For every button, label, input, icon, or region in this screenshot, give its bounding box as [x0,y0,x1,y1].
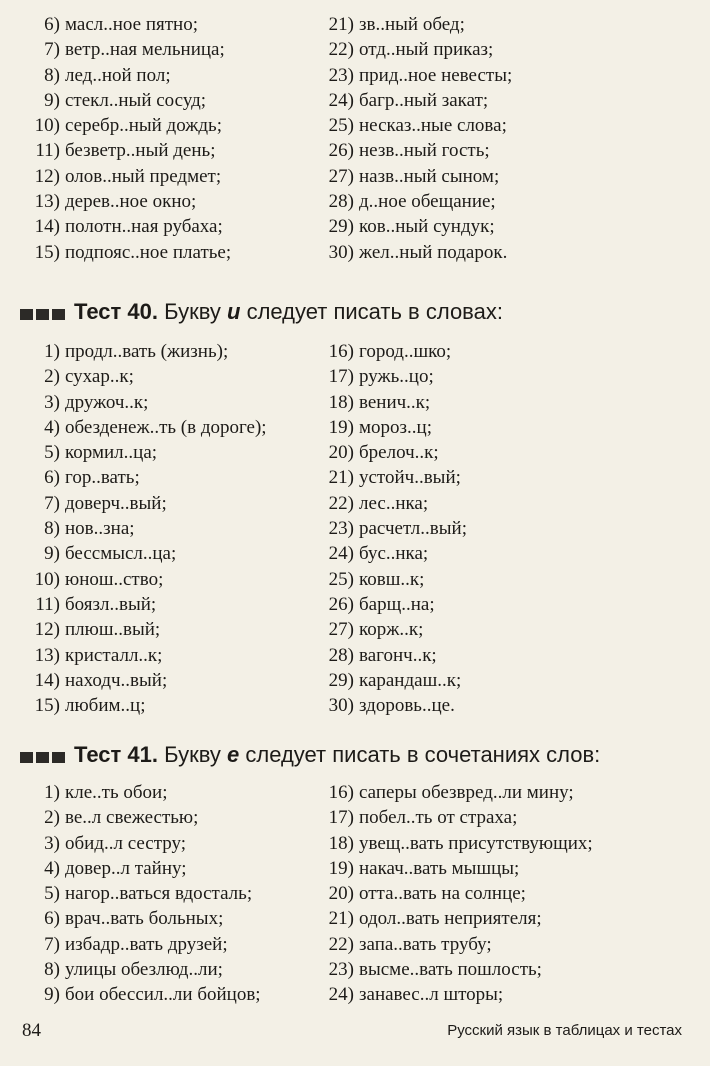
list-item: 7) ветр..ная мельница; [44,39,225,61]
list-item: 18) венич..к; [328,391,431,413]
list-item: 1) кле..ть обои; [44,782,168,803]
list-item: 22) лес..нка; [328,492,429,514]
list-item: 11) безветр..ный день; [35,140,216,162]
list-item: 27) корж..к; [328,619,424,641]
list-item: 15) любим..ц; [34,695,146,717]
list-item: 30) здоровь..це. [328,695,455,717]
list-item: 9) бессмысл..ца; [44,543,177,565]
list-item: 7) доверч..вый; [44,492,167,514]
list-item: 1) продл..вать (жизнь); [44,341,229,362]
list-item: 29) карандаш..к; [328,669,462,691]
list-item: 2) ве..л свежестью; [44,807,199,829]
left-column [0,12,231,265]
list-item: 17) побел..ть от страха; [328,807,518,829]
list-item: 24) бус..нка; [328,543,429,565]
list-item: 7) избадр..вать друзей; [44,933,228,955]
list-item: 26) барщ..на; [328,593,435,615]
list-item: 22) запа..вать трубу; [328,933,492,955]
list-item: 9) стекл..ный сосуд; [44,89,207,111]
list-item: 6) масл..ное пятно; [44,14,198,35]
list-item: 11) боязл..вый; [35,593,157,615]
list-item: 25) ковш..к; [328,568,425,590]
left-column [0,780,261,1008]
page-number: 84 [22,1020,41,1041]
list-item: 9) бои обессил..ли бойцов; [44,984,261,1006]
list-item: 17) ружь..цо; [328,366,434,388]
list-item: 12) олов..ный предмет; [34,165,222,187]
list-item: 20) брелоч..к; [328,442,439,464]
list-item: 14) полотн..ная рубаха; [34,216,223,238]
list-item: 19) мороз..ц; [328,416,432,438]
left-column [0,339,267,718]
list-item: 3) обид..л сестру; [44,832,187,854]
target-letter: и [227,299,241,324]
list-item: 10) юнош..ство; [34,568,164,590]
list-item: 5) нагор..ваться вдосталь; [44,883,253,905]
list-item: 2) сухар..к; [44,366,134,388]
list-item: 8) нов..зна; [44,518,135,540]
list-item: 23) высме..вать пошлость; [328,959,542,981]
list-item: 4) обезденеж..ть (в дороге); [44,416,267,438]
list-item: 30) жел..ный подарок. [328,241,508,263]
test-41-heading: Тест 41. Букву е следует писать в сочетаниях слов: [20,740,600,771]
list-item: 8) улицы обезлюд..ли; [44,959,223,981]
list-item: 13) кристалл..к; [34,644,163,666]
list-item: 21) зв..ный обед; [328,14,465,35]
test-number: Тест 41. [74,742,158,767]
list-item: 23) расчетл..вый; [328,518,467,540]
list-item: 21) одол..вать неприятеля; [328,908,542,930]
right-column [325,339,467,718]
list-item: 16) город..шко; [328,341,452,362]
list-item: 6) гор..вать; [44,467,140,489]
list-item: 8) лед..ной пол; [44,64,171,86]
book-title: Русский язык в таблицах и тестах [447,1022,682,1039]
list-item: 28) д..ное обещание; [328,191,496,213]
list-item: 18) увещ..вать присутствующих; [328,832,593,854]
list-item: 5) кормил..ца; [44,442,158,464]
list-item: 12) плюш..вый; [34,619,161,641]
right-column [325,12,512,265]
bullet-squares-icon [20,298,68,328]
list-item: 16) саперы обезвред..ли мину; [328,782,574,803]
list-item: 28) вагонч..к; [328,644,437,666]
list-item: 3) дружоч..к; [44,391,149,413]
list-item: 29) ков..ный сундук; [328,216,495,238]
list-item: 26) незв..ный гость; [328,140,490,162]
list-item: 15) подпояс..ное платье; [34,241,232,263]
list-item: 27) назв..ный сыном; [328,165,500,187]
list-item: 25) несказ..ные слова; [328,115,507,137]
list-item: 14) находч..вый; [34,669,168,691]
list-item: 6) врач..вать больных; [44,908,224,930]
list-item: 20) отта..вать на солнце; [328,883,526,905]
list-item: 24) багр..ный закат; [328,89,489,111]
list-item: 19) накач..вать мышцы; [328,857,520,879]
list-item: 23) прид..ное невесты; [328,64,513,86]
test-number: Тест 40. [74,299,158,324]
list-item: 21) устойч..вый; [328,467,461,489]
bullet-squares-icon [20,741,68,771]
list-item: 10) серебр..ный дождь; [34,115,222,137]
list-item: 24) занавес..л шторы; [328,984,504,1006]
list-item: 4) довер..л тайну; [44,857,187,879]
target-letter: е [227,742,240,767]
list-item: 22) отд..ный приказ; [328,39,494,61]
right-column [325,780,593,1008]
test-40-heading: Тест 40. Букву и следует писать в словах: [20,297,503,328]
list-item: 13) дерев..ное окно; [34,191,197,213]
